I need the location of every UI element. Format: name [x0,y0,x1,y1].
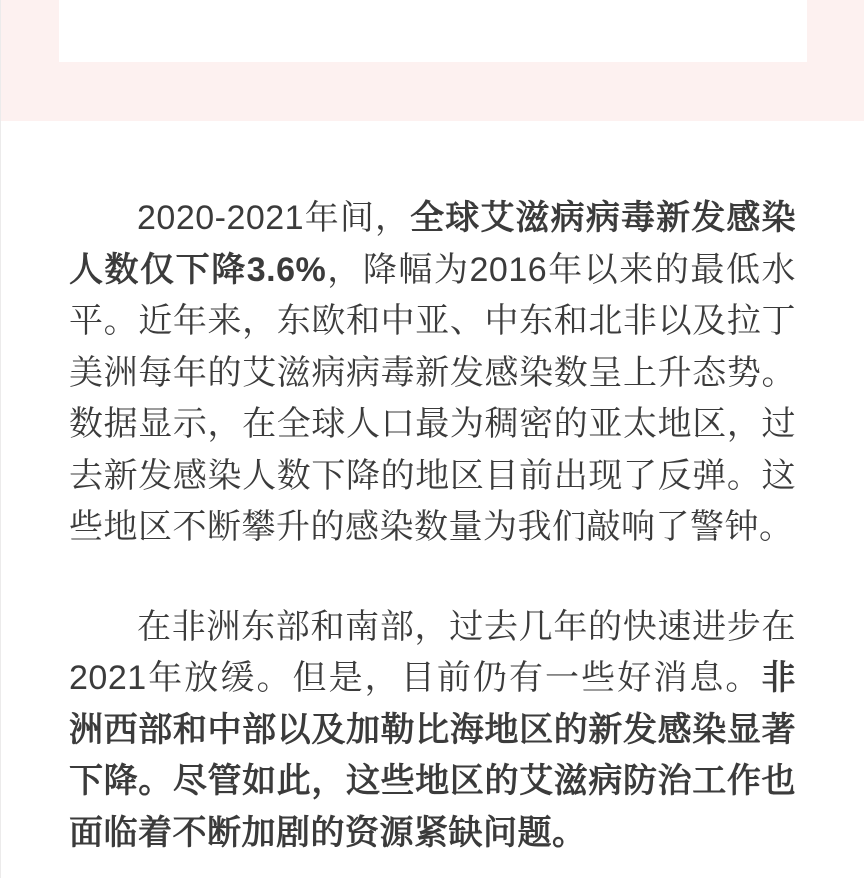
body-text: ，降幅为2016年以来的最低水平。近年来，东欧和中亚、中东和北非以及拉丁美洲每年的艾滋病病毒新发感染数呈上升态势。数据显示，在全球人口最为稠密的亚太地区，过去新发感染人数下降的地区目前出现了反弹。这些地区不断攀升的感染数量为我们敲响了警钟。 [69,250,796,546]
body-text: 在非洲东部和南部，过去几年的快速进步在2021年放缓。但是，目前仍有一些好消息。 [69,607,796,697]
header-card [59,0,807,62]
paragraph [69,193,796,554]
article-body [1,121,864,859]
emphasis-text: 非洲西部和中部以及加勒比海地区的新发感染显著下降。尽管如此，这些地区的艾滋病防治工作也面临着不断加剧的资源紧缺问题。 [69,659,796,852]
paragraph [69,602,796,860]
body-text: 2020-2021年间， [137,199,411,237]
header-banner [1,0,864,121]
emphasis-text: 全球艾滋病病毒新发感染人数仅下降3.6% [69,199,796,289]
